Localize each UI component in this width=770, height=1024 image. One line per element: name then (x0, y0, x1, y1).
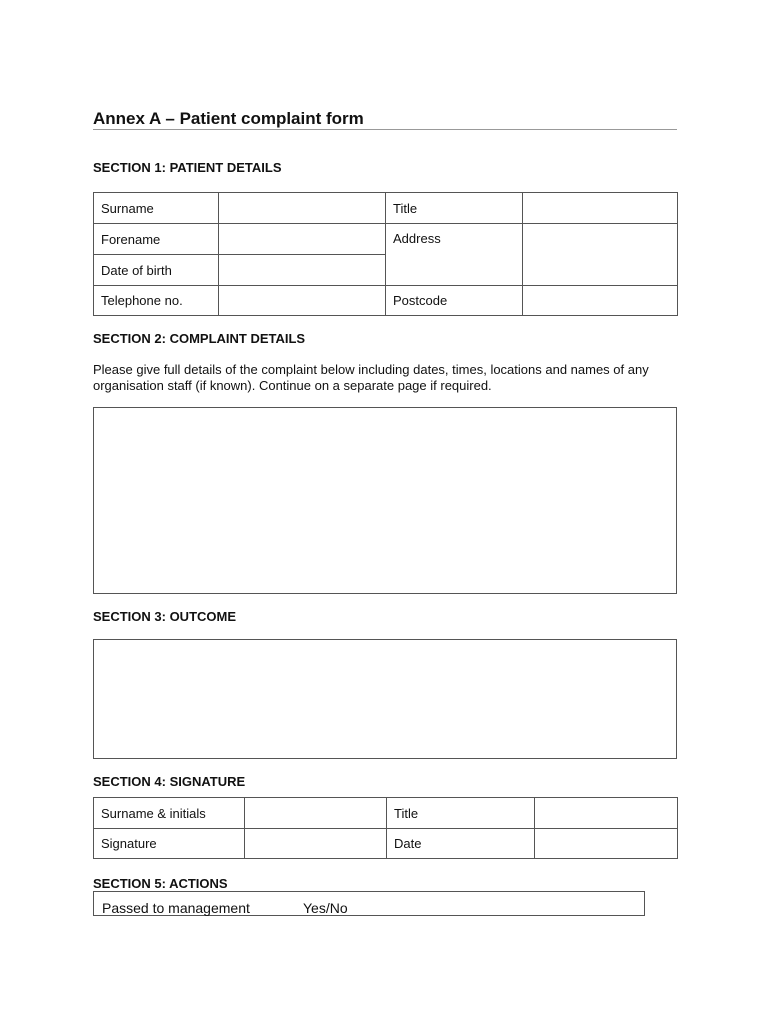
surname-label: Surname (94, 193, 219, 224)
telephone-label: Telephone no. (94, 286, 219, 316)
postcode-label: Postcode (386, 286, 523, 316)
address-label: Address (386, 224, 523, 286)
actions-box (93, 891, 645, 916)
signature-title-field[interactable] (535, 798, 678, 829)
surname-field[interactable] (219, 193, 386, 224)
section1-heading: SECTION 1: PATIENT DETAILS (93, 160, 282, 175)
dob-field[interactable] (219, 255, 386, 286)
signature-title-label: Title (387, 798, 535, 829)
patient-details-table (93, 192, 678, 316)
passed-value[interactable]: Yes/No (303, 900, 348, 916)
signature-label: Signature (94, 829, 245, 859)
forename-label: Forename (94, 224, 219, 255)
title-field[interactable] (523, 193, 678, 224)
surname-initials-field[interactable] (245, 798, 387, 829)
section3-heading: SECTION 3: OUTCOME (93, 609, 237, 624)
date-label: Date (387, 829, 535, 859)
section5-heading: SECTION 5: ACTIONS (93, 876, 228, 891)
date-field[interactable] (535, 829, 678, 859)
forename-field[interactable] (219, 224, 386, 255)
title-rule (93, 129, 677, 130)
passed-label: Passed to management (102, 900, 250, 916)
title-label: Title (386, 193, 523, 224)
postcode-field[interactable] (523, 286, 678, 316)
section2-heading: SECTION 2: COMPLAINT DETAILS (93, 331, 306, 346)
complaint-details-box[interactable] (93, 407, 677, 594)
surname-initials-label: Surname & initials (94, 798, 245, 829)
form-title: Annex A – Patient complaint form (93, 109, 364, 128)
section4-heading: SECTION 4: SIGNATURE (93, 774, 246, 789)
signature-table (93, 797, 678, 859)
dob-label: Date of birth (94, 255, 219, 286)
outcome-box[interactable] (93, 639, 677, 759)
address-field[interactable] (523, 224, 678, 286)
telephone-field[interactable] (219, 286, 386, 316)
complaint-instructions: Please give full details of the complaint below including dates, times, locations and names of any organisation staff (if known). Continue on a separate page if required. (93, 362, 649, 393)
signature-field[interactable] (245, 829, 387, 859)
